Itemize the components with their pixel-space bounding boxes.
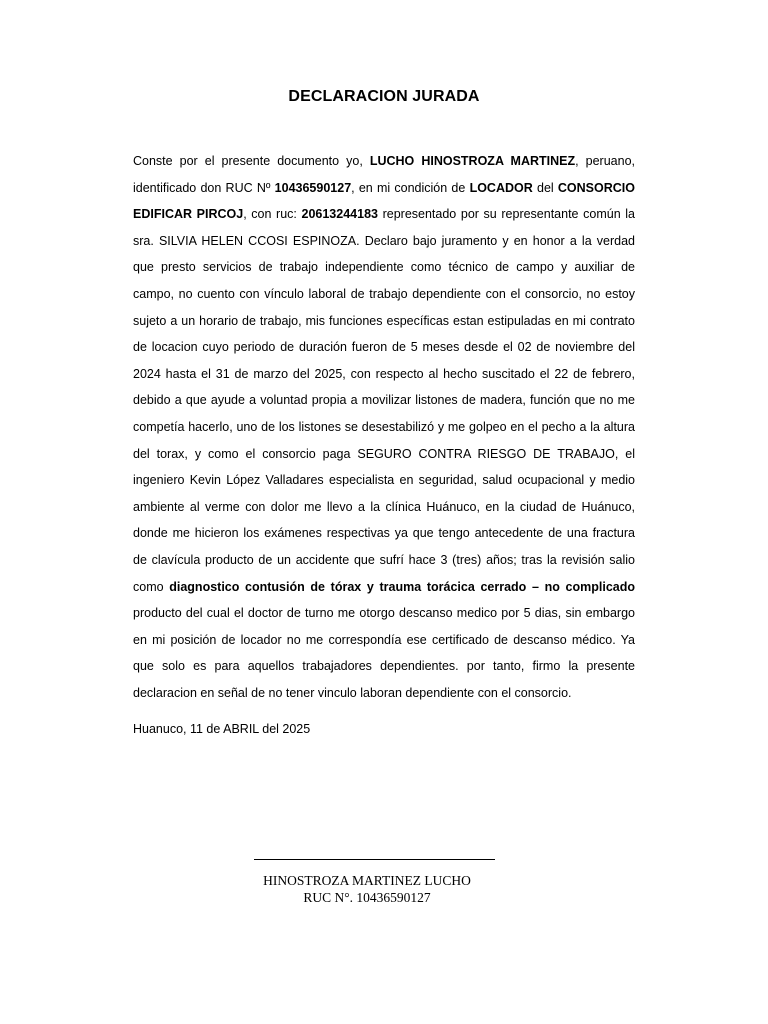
signature-line xyxy=(254,859,495,860)
declarant-name: LUCHO HINOSTROZA MARTINEZ xyxy=(369,154,576,168)
body-text-segment: del xyxy=(532,180,558,195)
body-text-segment: , en mi condición de xyxy=(351,180,470,195)
body-text-segment: , peruano, identificado don RUC Nº xyxy=(133,154,635,195)
consortium-ruc: 20613244183 xyxy=(301,207,378,222)
document-title: DECLARACION JURADA xyxy=(288,88,480,105)
consortium-name: CONSORCIO EDIFICAR PIRCOJ xyxy=(133,180,635,222)
signatory-ruc: RUC N°. 10436590127 xyxy=(303,890,431,905)
diagnosis: diagnostico contusión de tórax y trauma torácica cerrado – no complicado xyxy=(169,579,635,594)
declaration-body xyxy=(133,148,635,706)
place-and-date: Huanuco, 11 de ABRIL del 2025 xyxy=(133,722,311,736)
body-text-segment: , con ruc: xyxy=(243,207,302,222)
signatory-name: HINOSTROZA MARTINEZ LUCHO xyxy=(263,873,471,888)
body-text-segment: representado por su representante común la sra. SILVIA HELEN CCOSI ESPINOZA. Declaro bajo juramento y en honor a la verdad que presto servicios de trabajo independiente como técnico de campo y auxiliar de campo, no cuento con vínculo laboral de trabajo dependiente con el consorcio, no estoy sujeto a un horario de trabajo, mis funciones específicas estan estipuladas en mi contrato de locacion cuyo periodo de duración fueron de 5 meses desde el 02 de noviembre del 2024 hasta el 31 de marzo del 2025, con respecto al hecho suscitado el 22 de febrero, debido a que ayude a voluntad propia a movilizar listones de madera, función que no me competía hacerlo, uno de los listones se desestabilizó y me golpeo en el pecho a la altura del torax, y como el consorcio paga SEGURO CONTRA RIESGO DE TRABAJO, el ingeniero Kevin López Valladares especialista en seguridad, salud ocupacional y medio ambiente al verme con dolor me llevo a la clínica Huánuco, en la ciudad de Huánuco, donde me hicieron los exámenes respectivas ya que tengo antecedente de una fractura de clavícula producto de un accidente que sufrí hace 3 (tres) años; tras la revisión salio como xyxy=(133,207,635,594)
body-text-segment: producto del cual el doctor de turno me otorgo descanso medico por 5 dias, sin embargo en mi posición de locador no me correspondía ese certificado de descanso médico. Ya que solo es para aquellos trabajadores dependientes. por tanto, firmo la presente declaracion en señal de no tener vinculo laboran dependiente con el consorcio. xyxy=(133,606,635,700)
body-text-segment: Conste por el presente documento yo, xyxy=(133,154,370,168)
declarant-role: LOCADOR xyxy=(469,180,533,195)
declarant-ruc: 10436590127 xyxy=(274,180,352,195)
